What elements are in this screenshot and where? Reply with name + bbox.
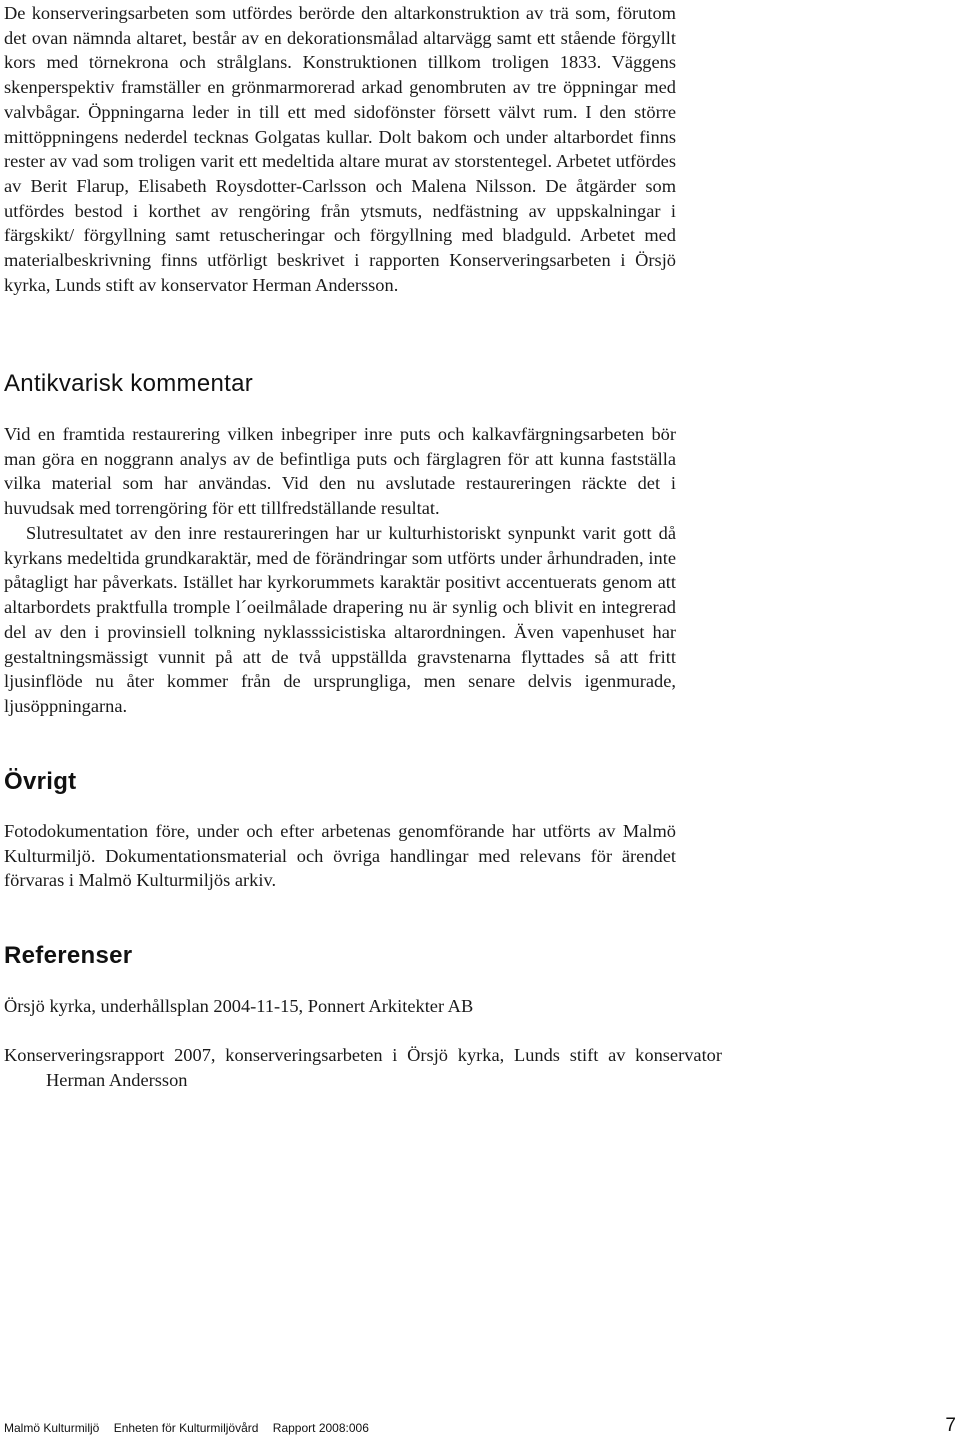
page-number: 7 (945, 1415, 956, 1436)
ovrigt-paragraph: Fotodokumentation före, under och efter arbetenas genomförande har utförts av Malmö Kulturmiljö. Dokumentationsmaterial och övriga handlingar med relevans för ärendet förvaras i Malmö Kulturmiljös arkiv. (4, 821, 676, 891)
section-heading-ovrigt: Övrigt (4, 768, 77, 795)
footer-unit: Enheten för Kulturmiljövård (113, 1421, 259, 1435)
footer-org: Malmö Kulturmiljö (4, 1421, 100, 1435)
section-heading-antikvarisk: Antikvarisk kommentar (4, 370, 254, 397)
footer-report: Rapport 2008:006 (272, 1421, 369, 1435)
intro-paragraph: De konserveringsarbeten som utfördes berörde den altarkonstruktion av trä som, förutom det ovan nämnda altaret, består av en dekorationsmålad altarvägg samt ett stående förgyllt kors med törnekrona och strålglans. Konstruktionen tillkom troligen 1833. Väggens skenperspektiv framställer en grönmarmorerad arkad genombruten av tre öppningar med valvbågar. Öppningarna leder in till ett med sidofönster försett välvt rum. I den större mittöppningens nederdel tecknas Golgatas kullar. Dolt bakom och under altarbordet finns rester av vad som troligen varit ett medeltida altare murat av storstentegel. Arbetet utfördes av Berit Flarup, Elisabeth Roysdotter-Carlsson och Malena Nilsson. De åtgärder som utfördes bestod i korthet av rengöring från ytsmuts, nedfästning av uppskalningar i färgskikt/ förgyllning samt retuscheringar och förgyllning med bladguld. Arbetet med materialbeskrivning finns utförligt beskrivet i rapporten Konserveringsarbeten i Örsjö kyrka, Lunds stift av konservator Herman Andersson. (4, 3, 676, 295)
reference-item: Konserveringsrapport 2007, konserveringsarbeten i Örsjö kyrka, Lunds stift av konservator Herman Andersson (4, 1045, 722, 1090)
antikvarisk-paragraph-2: Slutresultatet av den inre restaureringen har ur kulturhistoriskt synpunkt varit gott då kyrkans medeltida grundkaraktär, med de förändringar som utförts under århundraden, inte påtagligt har påverkats. Istället har kyrkorummets karaktär positivt accentuerats genom att altarbordets praktfulla tromple l´oeilmålade drapering nu är synlig och blivit en integrerad del av den i provinsiell tolkning nyklasssicistiska altarordningen. Även vapenhuset har gestaltningsmässigt vunnit på att de två uppställda gravstenarna flyttades så att fritt ljusinflöde nu åter kommer från de ursprungliga, men senare delvis igenmurade, ljusöppningarna. (4, 523, 676, 716)
section-heading-referenser: Referenser (4, 942, 133, 969)
reference-item: Örsjö kyrka, underhållsplan 2004-11-15, Ponnert Arkitekter AB (4, 996, 474, 1016)
page-footer (4, 1421, 380, 1435)
antikvarisk-paragraph-1: Vid en framtida restaurering vilken inbegriper inre puts och kalkavfärgningsarbeten bör man göra en noggrann analys av de befintliga puts och färglagren för att kunna fastställa vilka material som har användas. Vid den nu avslutade restaureringen räckte det i huvudsak med torrengöring för ett tillfredställande resultat. (4, 424, 676, 519)
